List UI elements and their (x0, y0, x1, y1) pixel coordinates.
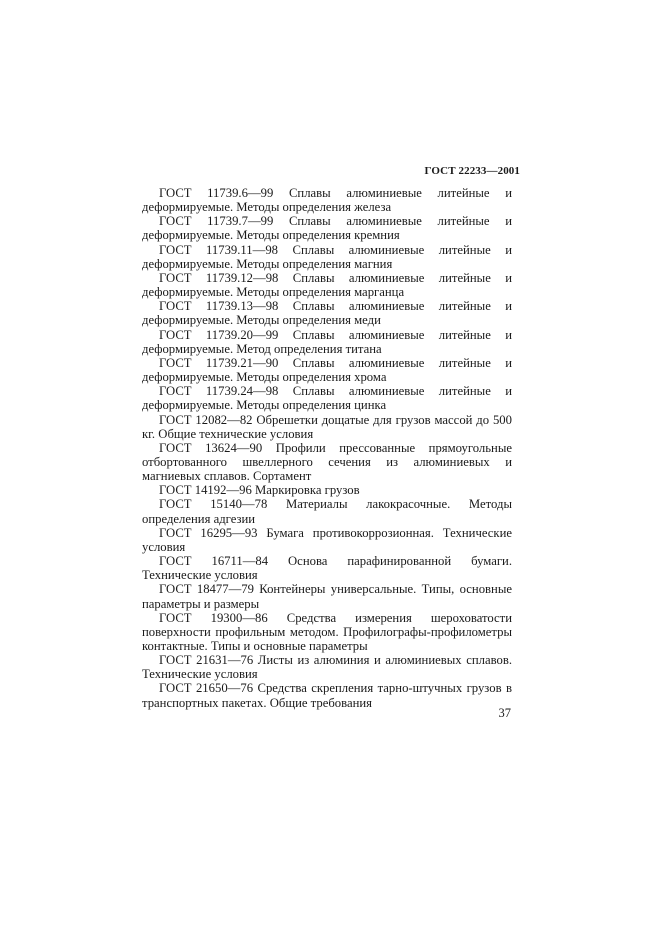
reference-entry: ГОСТ 15140—78 Материалы лакокрасочные. Методы определения адгезии (142, 497, 512, 526)
reference-entry: ГОСТ 11739.11—98 Сплавы алюминиевые литейные и деформируемые. Методы определения магния (142, 242, 512, 271)
reference-entry: ГОСТ 11739.13—98 Сплавы алюминиевые литейные и деформируемые. Методы определения меди (142, 299, 512, 328)
reference-entry: ГОСТ 11739.21—90 Сплавы алюминиевые литейные и деформируемые. Методы определения хрома (142, 355, 512, 385)
reference-entry: ГОСТ 16711—84 Основа парафинированной бумаги. Технические условия (142, 554, 512, 583)
page-number: 37 (498, 706, 511, 720)
reference-entry: ГОСТ 21631—76 Листы из алюминия и алюминиевых сплавов. Технические условия (142, 653, 512, 682)
running-header: ГОСТ 22233—2001 (424, 165, 520, 177)
references-list (142, 186, 512, 710)
reference-entry: ГОСТ 19300—86 Средства измерения шероховатости поверхности профильным методом. Профилографы-профилометры контактные. Типы и основные параметры (142, 610, 512, 653)
reference-entry: ГОСТ 11739.6—99 Сплавы алюминиевые литейные и деформируемые. Методы определения железа (142, 186, 512, 215)
reference-entry: ГОСТ 11739.20—99 Сплавы алюминиевые литейные и деформируемые. Метод определения титана (142, 327, 512, 356)
reference-entry: ГОСТ 13624—90 Профили прессованные прямоугольные отбортованного швеллерного сечения из алюминиевых и магниевых сплавов. Сортамент (142, 440, 512, 484)
reference-entry: ГОСТ 12082—82 Обрешетки дощатые для грузов массой до 500 кг. Общие технические условия (142, 412, 512, 441)
reference-entry: ГОСТ 11739.7—99 Сплавы алюминиевые литейные и деформируемые. Методы определения кремния (142, 214, 512, 243)
reference-entry: ГОСТ 18477—79 Контейнеры универсальные. Типы, основные параметры и размеры (142, 582, 512, 611)
reference-entry: ГОСТ 11739.24—98 Сплавы алюминиевые литейные и деформируемые. Методы определения цинка (142, 384, 512, 413)
reference-entry: ГОСТ 11739.12—98 Сплавы алюминиевые литейные и деформируемые. Методы определения марганца (142, 270, 512, 300)
reference-entry: ГОСТ 21650—76 Средства скрепления тарно-штучных грузов в транспортных пакетах. Общие требования (142, 681, 512, 710)
reference-entry: ГОСТ 16295—93 Бумага противокоррозионная. Технические условия (142, 525, 512, 554)
reference-entry: ГОСТ 14192—96 Маркировка грузов (159, 483, 360, 498)
